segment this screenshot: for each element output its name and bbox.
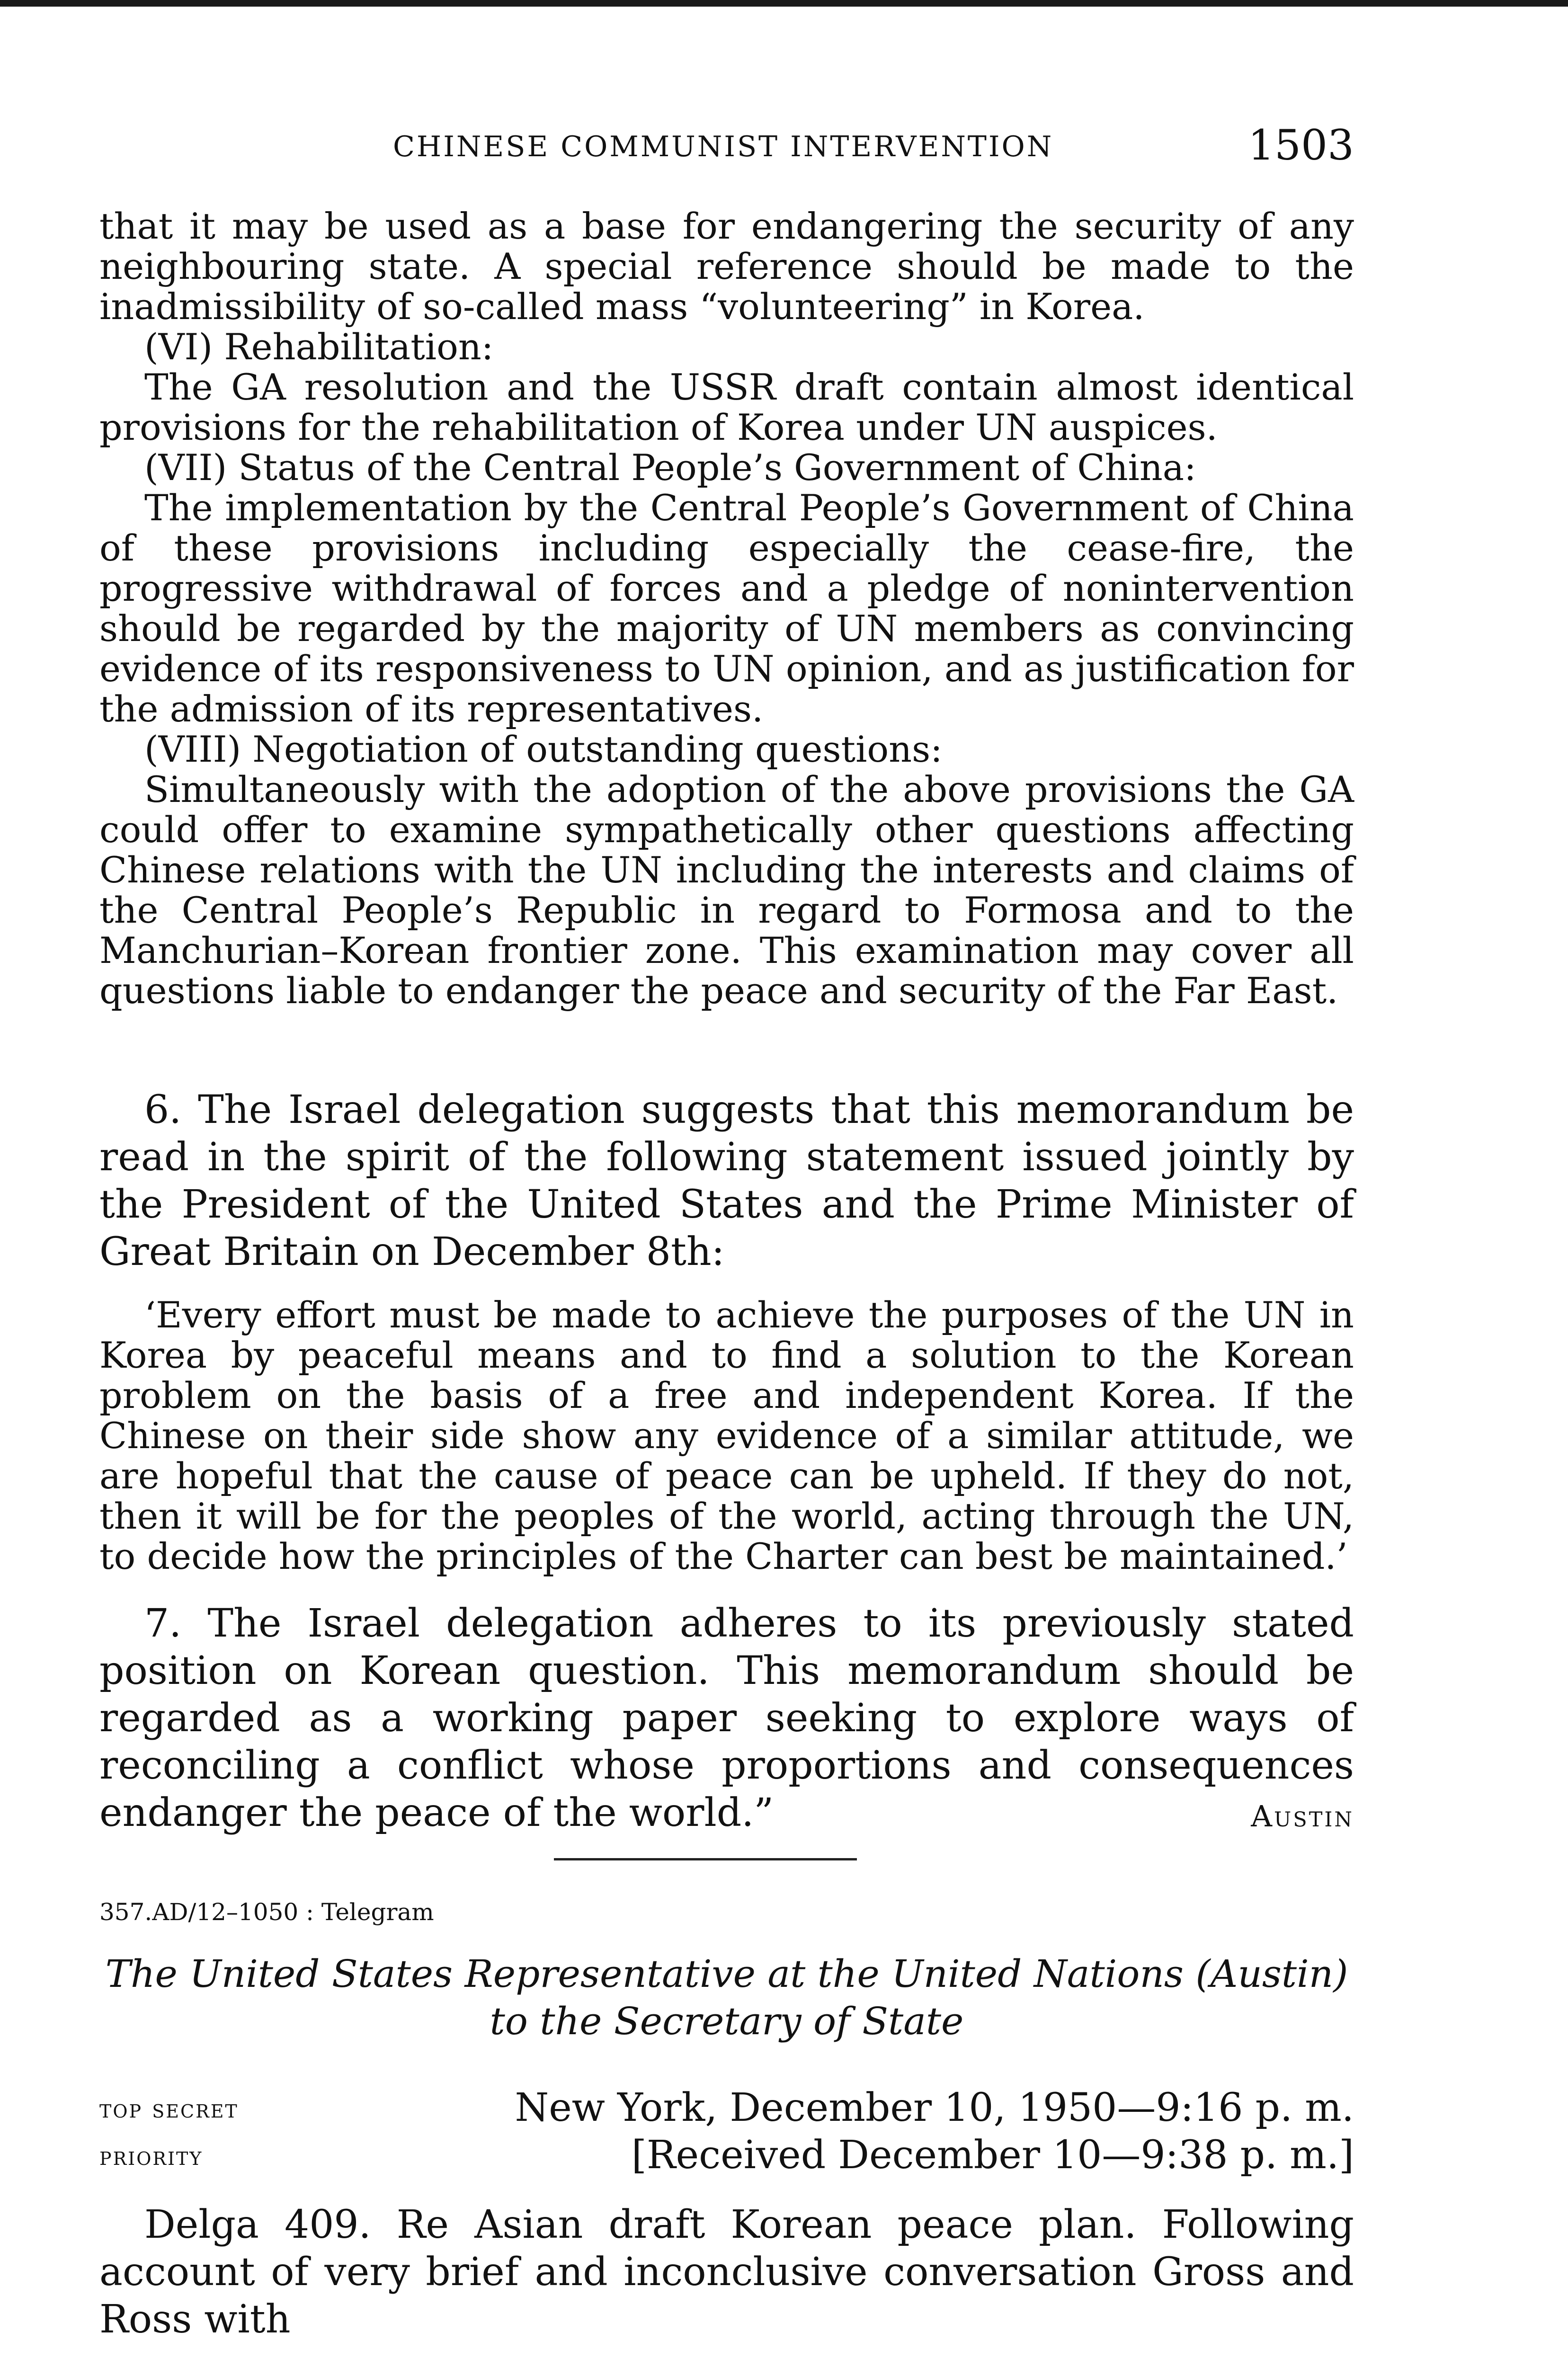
section-text-rehabilitation: The GA resolution and the USSR draft contain almost identical provisions for the rehabilitation of Korea under UN auspices.: [99, 366, 1354, 448]
section-heading-negotiation: (VIII) Negotiation of outstanding questions:: [144, 728, 943, 770]
continued-paragraph: that it may be used as a base for endangering the security of any neighbouring state. A special reference should be made to the inadmissibility of so-called mass “volunteering” in Korea.: [99, 205, 1354, 328]
file-reference: 357.AD/12–1050 : Telegram: [99, 1898, 434, 1926]
dateline: New York, December 10, 1950—9:16 p. m.: [515, 2085, 1354, 2130]
paragraph-7: 7. The Israel delegation adheres to its previously stated position on Korean question. This memorandum should be regarded as a working paper seeking to explore ways of reconciling a conflict whose proportions and consequences endanger the peace of the world.”: [99, 1601, 1354, 1835]
section-divider: [554, 1858, 857, 1860]
classification-top-secret: top secret: [99, 2094, 239, 2124]
memorandum-body: [99, 206, 1354, 1011]
section-text-negotiation: Simultaneously with the adoption of the above provisions the GA could offer to examine sympathetically other questions affecting Chinese relations with the UN including the interests and claims of the Central People’s Republic in regard to Formosa and to the Manchurian–Korean frontier zone. This examination may cover all questions liable to endanger the peace and security of the Far East.: [99, 768, 1354, 1012]
section-text-status: The implementation by the Central People’s Government of China of these provisions including especially the cease-fire, the progressive withdrawal of forces and a pledge of nonintervention should be regarded by the majority of UN members as convincing evidence of its responsiveness to UN opinion, and as justification for the admission of its representatives.: [99, 487, 1354, 730]
joint-statement-quote: ‘Every effort must be made to achieve the purposes of the UN in Korea by peaceful means and to find a solution to the Korean problem on the basis of a free and independent Korea. If the Chinese on their side show any evidence of a similar attitude, we are hopeful that the cause of peace can be upheld. If they do not, then it will be for the peoples of the world, acting through the UN, to decide how the principles of the Charter can best be maintained.’: [99, 1294, 1354, 1577]
telegram-title-line-2: to the Secretary of State: [490, 1999, 964, 2043]
paragraph-6: 6. The Israel delegation suggests that this memorandum be read in the spirit of the following statement issued jointly by the President of the United States and the Prime Minister of Great Britain on December 8th:: [99, 1087, 1354, 1274]
classification-row-2: [99, 2133, 1354, 2180]
page-number: 1503: [1248, 121, 1354, 169]
telegram-title: [99, 1950, 1354, 2045]
classification-priority: priority: [99, 2141, 203, 2171]
received-line: [Received December 10—9:38 p. m.]: [631, 2133, 1354, 2178]
telegram-title-line-1: The United States Representative at the United Nations (Austin): [105, 1952, 1348, 1996]
signature: Austin: [1251, 1799, 1354, 1833]
classification-row-1: [99, 2085, 1354, 2133]
page-header: [99, 121, 1354, 173]
scan-top-border: [0, 0, 1568, 7]
running-title: CHINESE COMMUNIST INTERVENTION: [393, 130, 1054, 163]
telegram-body: Delga 409. Re Asian draft Korean peace plan. Following account of very brief and inconclusive conversation Gross and Ross with: [99, 2202, 1354, 2342]
section-heading-status: (VII) Status of the Central People’s Government of China:: [144, 446, 1196, 489]
section-heading-rehabilitation: (VI) Rehabilitation:: [144, 326, 494, 368]
